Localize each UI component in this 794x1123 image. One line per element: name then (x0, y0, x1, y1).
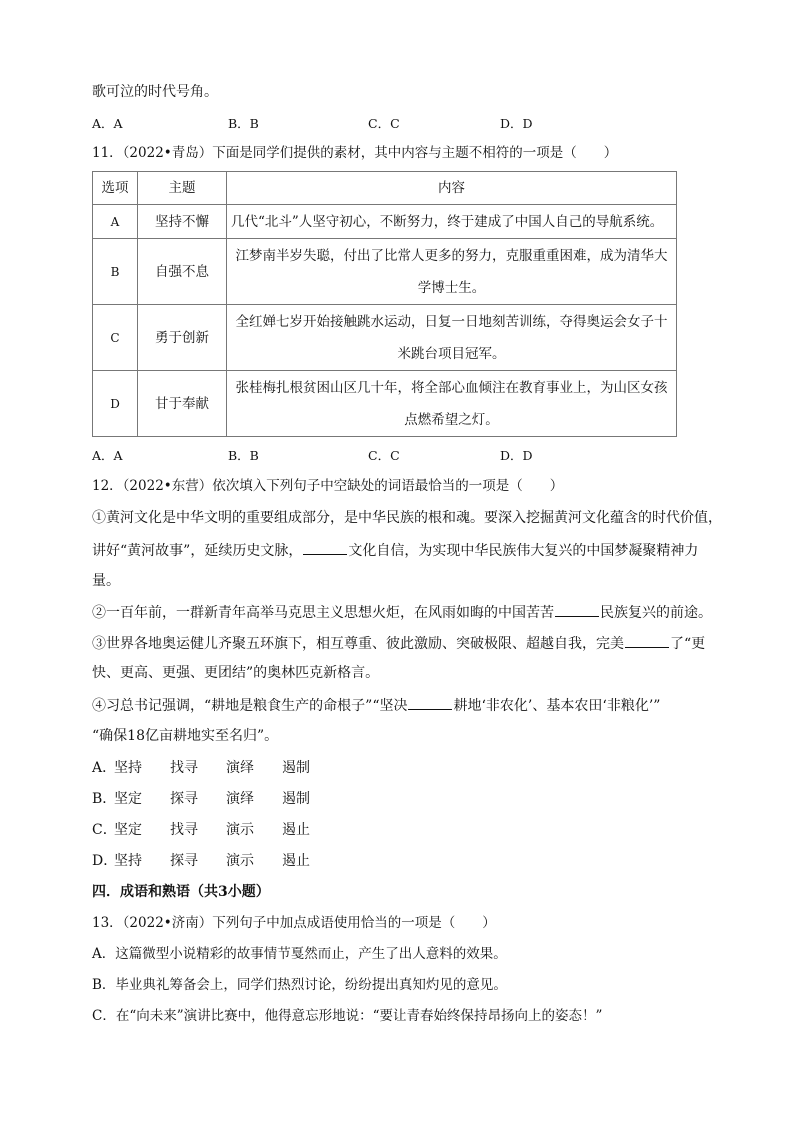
q13-option-a: A．这篇微型小说精彩的故事情节戛然而止，产生了出人意料的效果。 (92, 946, 507, 962)
choice-word: 演绎 (226, 760, 254, 776)
text-segment: 耕地‘非农化’、基本农田‘非粮化’” (453, 698, 661, 714)
fill-blank (303, 540, 347, 555)
q12-sentence-2 (92, 602, 712, 623)
q10-option-c: C．C (368, 116, 400, 131)
q12-sentence-4-line-1 (92, 695, 660, 716)
choice-word: 探寻 (170, 853, 198, 869)
choice-word: 坚定 (114, 822, 142, 838)
q12-choice-b (92, 789, 310, 809)
q12-sentence-1-line-2 (92, 540, 698, 561)
q10-option-d: D．D (500, 116, 533, 131)
fill-blank (555, 602, 599, 617)
text-segment: ④习总书记强调，“耕地是粮食生产的命根子”“坚决 (92, 698, 408, 714)
table-row (93, 305, 677, 371)
row-content-line: 张桂梅扎根贫困山区几十年，将全部心血倾注在教育事业上，为山区女孩 (235, 379, 668, 396)
row-content-line: 几代“北斗”人坚守初心，不断努力，终于建成了中国人自己的导航系统。 (231, 213, 664, 230)
q12-choice-c (92, 820, 310, 840)
row-theme: 甘于奉献 (138, 371, 227, 437)
q11-option-d: D．D (500, 448, 533, 463)
q11-stem: 11．（2022•青岛）下面是同学们提供的素材，其中内容与主题不相符的一项是（ ） (92, 145, 618, 161)
row-content (227, 205, 677, 239)
row-option: A (93, 205, 138, 239)
choice-label: D． (92, 853, 118, 869)
row-content (227, 305, 677, 371)
row-option: D (93, 371, 138, 437)
choice-word: 坚持 (114, 760, 142, 776)
q12-sentence-3-line-2: 快、更高、更强、更团结”的奥林匹克新格言。 (92, 665, 380, 681)
row-theme: 自强不息 (138, 239, 227, 305)
choice-label: C． (92, 822, 117, 838)
q11-option-b: B．B (228, 448, 259, 463)
choice-word: 演示 (226, 853, 254, 869)
row-content-line: 学博士生。 (417, 279, 486, 296)
q13-option-c: C．在“向未来”演讲比赛中，他得意忘形地说：“要让青春始终保持昂扬向上的姿态！” (92, 1008, 603, 1024)
choice-word: 遏止 (282, 822, 310, 838)
row-content-line: 江梦南半岁失聪，付出了比常人更多的努力，克服重重困难，成为清华大 (235, 247, 668, 264)
q12-sentence-1-line-3: 量。 (92, 573, 120, 589)
choice-word: 探寻 (170, 791, 198, 807)
q11-table (92, 171, 677, 437)
text-segment: 讲好“黄河故事”，延续历史文脉， (92, 543, 303, 559)
q12-sentence-4-line-2: “确保18亿亩耕地实至名归”。 (92, 728, 279, 744)
choice-word: 找寻 (170, 760, 198, 776)
row-theme: 勇于创新 (138, 305, 227, 371)
q12-sentence-3-line-1 (92, 633, 705, 654)
fill-blank (408, 695, 452, 710)
text-segment: 了“更 (670, 636, 706, 652)
q13-option-b: B．毕业典礼筹备会上，同学们热烈讨论，纷纷提出真知灼见的意见。 (92, 977, 507, 993)
table-row (93, 239, 677, 305)
q10-option-a: A．A (92, 116, 123, 131)
row-theme: 坚持不懈 (138, 205, 227, 239)
fill-blank (625, 633, 669, 648)
row-content (227, 371, 677, 437)
q11-option-a: A．A (92, 448, 123, 463)
row-content-line: 全红婵七岁开始接触跳水运动，日复一日地刻苦训练，夺得奥运会女子十 (235, 313, 668, 330)
q12-choice-a (92, 758, 310, 778)
choice-label: A． (92, 760, 117, 776)
q12-stem: 12．（2022•东营）依次填入下列句子中空缺处的词语最恰当的一项是（ ） (92, 478, 564, 494)
choice-label: B． (92, 791, 117, 807)
choice-word: 坚持 (114, 853, 142, 869)
q12-choice-d (92, 851, 310, 871)
header-option: 选项 (93, 172, 138, 205)
row-option: C (93, 305, 138, 371)
row-content-line: 米跳台项目冠军。 (397, 345, 506, 362)
choice-word: 坚定 (114, 791, 142, 807)
text-segment: 民族复兴的前途。 (600, 605, 712, 621)
q13-stem: 13．（2022•济南）下列句子中加点成语使用恰当的一项是（ ） (92, 915, 496, 931)
q11-option-c: C．C (368, 448, 400, 463)
text-segment: ③世界各地奥运健儿齐聚五环旗下，相互尊重、彼此激励、突破极限、超越自我，完美 (92, 636, 624, 652)
section-heading: 四．成语和熟语（共3小题） (92, 884, 270, 900)
text-segment: 文化自信，为实现中华民族伟大复兴的中国梦凝聚精神力 (348, 543, 699, 559)
choice-word: 演示 (226, 822, 254, 838)
q10-option-b: B．B (228, 116, 259, 131)
choice-word: 遏止 (282, 853, 310, 869)
row-content-line: 点燃希望之灯。 (404, 411, 499, 428)
q12-sentence-1-line-1: ①黄河文化是中华文明的重要组成部分，是中华民族的根和魂。要深入挖掘黄河文化蕴含的时代价值， (92, 510, 722, 526)
choice-word: 演绎 (226, 791, 254, 807)
row-content (227, 239, 677, 305)
text-segment: ②一百年前，一群新青年高举马克思主义思想火炬，在风雨如晦的中国苦苦 (92, 605, 554, 621)
table-row (93, 205, 677, 239)
continued-text: 歌可泣的时代号角。 (92, 84, 218, 100)
choice-word: 遏制 (282, 791, 310, 807)
choice-word: 找寻 (170, 822, 198, 838)
header-content: 内容 (227, 172, 677, 205)
header-theme: 主题 (138, 172, 227, 205)
table-header-row (93, 172, 677, 205)
table-row (93, 371, 677, 437)
row-option: B (93, 239, 138, 305)
choice-word: 遏制 (282, 760, 310, 776)
